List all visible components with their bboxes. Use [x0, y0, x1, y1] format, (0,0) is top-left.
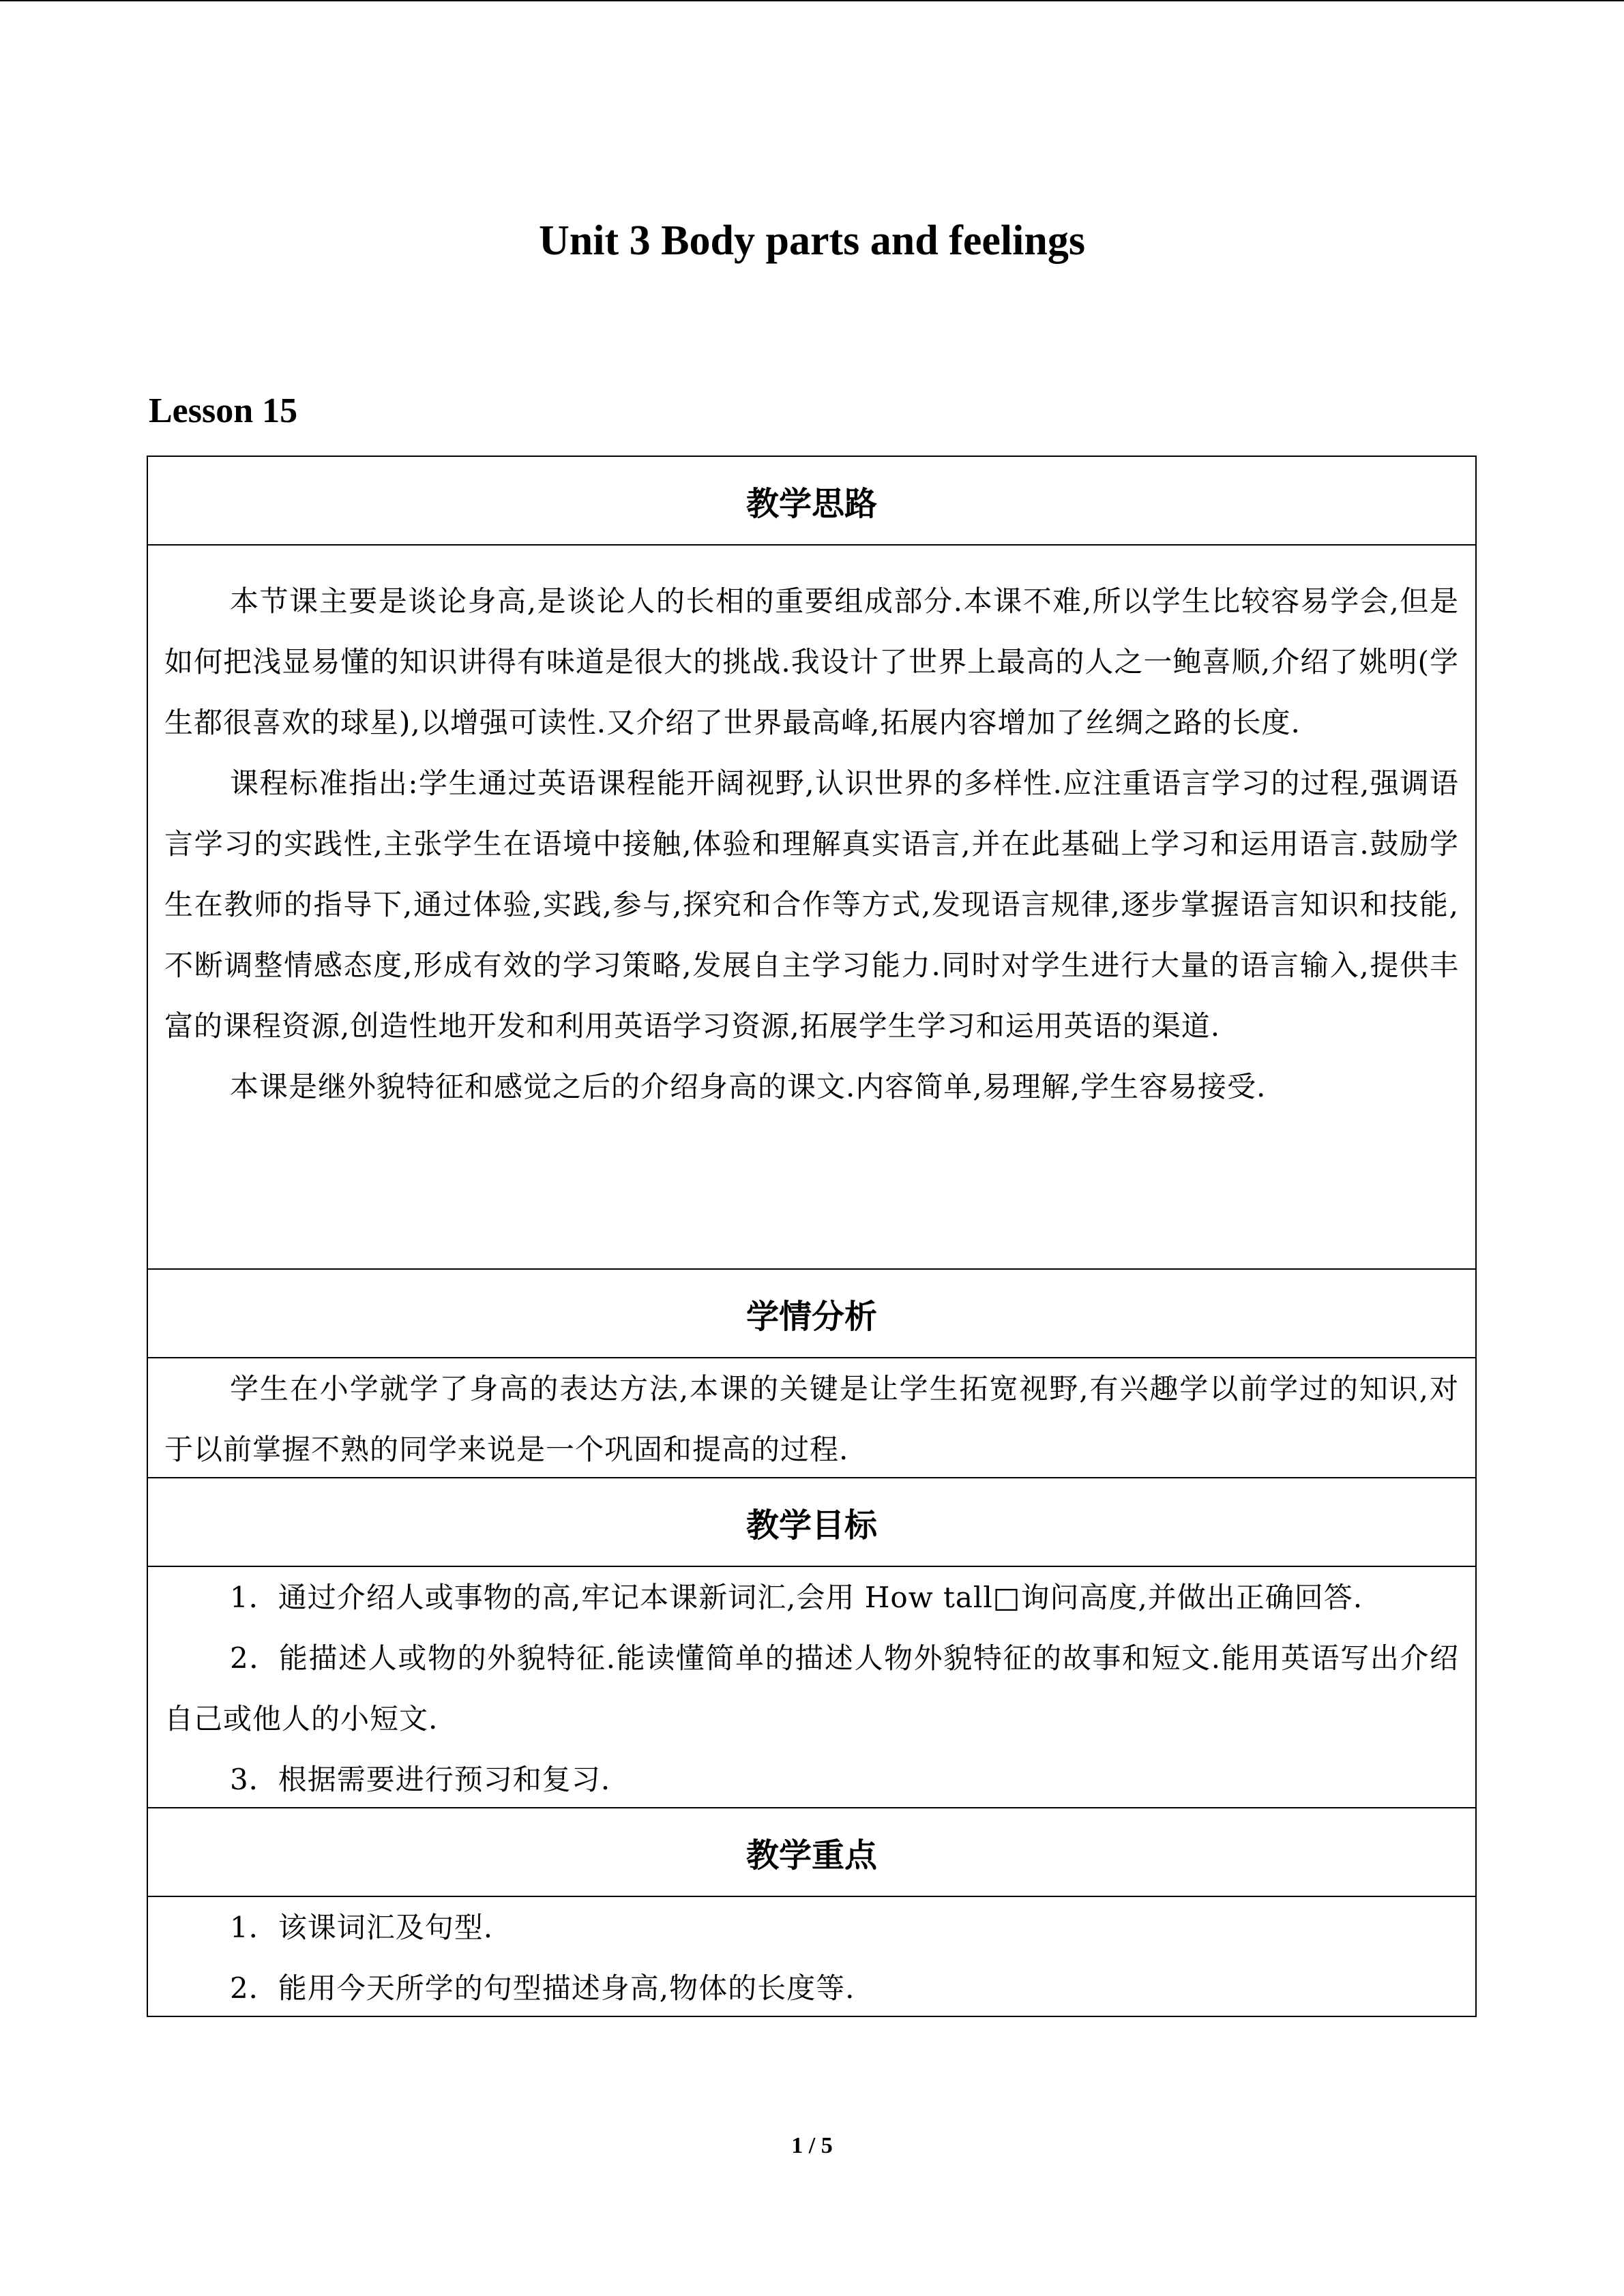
lesson-label: Lesson 15 — [149, 391, 298, 430]
page-number: 1 / 5 — [791, 2133, 833, 2158]
teaching-goal-item-3: 3．根据需要进行预习和复习. — [230, 1763, 611, 1796]
teaching-idea-paragraph-3: 本课是继外貌特征和感觉之后的介绍身高的课文.内容简单,易理解,学生容易接受. — [230, 1070, 1267, 1103]
teaching-goal-item-2: 2．能描述人或物的外貌特征.能读懂简单的描述人物外貌特征的故事和短文.能用英语写出介绍自己或他人的小短文. — [164, 1641, 1459, 1735]
student-analysis-heading: 学情分析 — [148, 1270, 1475, 1358]
key-points-heading: 教学重点 — [148, 1808, 1475, 1897]
teaching-idea-body — [148, 546, 1475, 1270]
teaching-goals-body — [148, 1567, 1475, 1808]
teaching-idea-paragraph-1: 本节课主要是谈论身高,是谈论人的长相的重要组成部分.本课不难,所以学生比较容易学会,但是如何把浅显易懂的知识讲得有味道是很大的挑战.我设计了世界上最高的人之一鲍喜顺,介绍了姚明(学生都很喜欢的球星),以增强可读性.又介绍了世界最高峰,拓展内容增加了丝绸之路的长度. — [164, 584, 1459, 739]
page-top-border — [0, 0, 1624, 1]
key-points-body — [148, 1897, 1475, 2017]
teaching-goals-heading: 教学目标 — [148, 1478, 1475, 1567]
student-analysis-paragraph-1: 学生在小学就学了身高的表达方法,本课的关键是让学生拓宽视野,有兴趣学以前学过的知识,对于以前掌握不熟的同学来说是一个巩固和提高的过程. — [164, 1372, 1459, 1466]
teaching-idea-heading: 教学思路 — [148, 457, 1475, 546]
key-point-item-1: 1．该课词汇及句型. — [230, 1911, 494, 1944]
teaching-idea-paragraph-2: 课程标准指出:学生通过英语课程能开阔视野,认识世界的多样性.应注重语言学习的过程,强调语言学习的实践性,主张学生在语境中接触,体验和理解真实语言,并在此基础上学习和运用语言.鼓励学生在教师的指导下,通过体验,实践,参与,探究和合作等方式,发现语言规律,逐步掌握语言知识和技能,不断调整情感态度,形成有效的学习策略,发展自主学习能力.同时对学生进行大量的语言输入,提供丰富的课程资源,创造性地开发和利用英语学习资源,拓展学生学习和运用英语的渠道. — [164, 766, 1459, 1043]
lesson-plan-table — [147, 456, 1477, 2017]
student-analysis-body — [148, 1358, 1475, 1478]
document-title: Unit 3 Body parts and feelings — [539, 218, 1085, 264]
key-point-item-2: 2．能用今天所学的句型描述身高,物体的长度等. — [230, 1971, 855, 2005]
teaching-goal-item-1: 1．通过介绍人或事物的高,牢记本课新词汇,会用 How tall□询问高度,并做出正确回答. — [230, 1581, 1363, 1614]
